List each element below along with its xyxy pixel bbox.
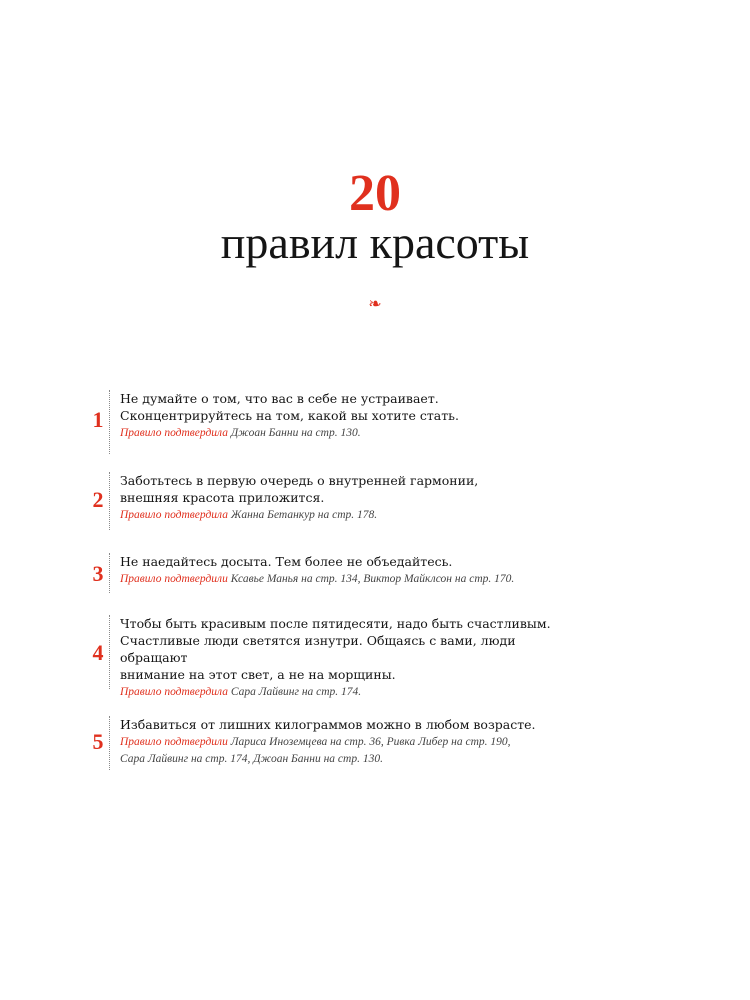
rule-item bbox=[88, 472, 568, 530]
rule-divider bbox=[109, 716, 110, 770]
rule-text: Чтобы быть красивым после пятидесяти, надо быть счастливым. Счастливые люди светятся изнутри. Общаясь с вами, люди обращают внимание на этот свет, а не на морщины. bbox=[120, 616, 551, 682]
rule-source-continued: Сара Лайвинг на стр. 174, Джоан Банни на стр. 130. bbox=[120, 753, 383, 765]
rule-text: Заботьтесь в первую очередь о внутренней гармонии, внешняя красота приложится. bbox=[120, 473, 479, 505]
rule-source-text: Ксавье Манья на стр. 134, Виктор Майклсон на стр. 170. bbox=[227, 573, 515, 585]
rule-source bbox=[120, 507, 580, 523]
rule-text: Не наедайтесь досыта. Тем более не объедайтесь. bbox=[120, 554, 453, 569]
rule-source-text: Сара Лайвинг на стр. 174. bbox=[227, 686, 362, 698]
rule-confirm-label: Правило подтвердила bbox=[120, 686, 228, 698]
rule-confirm-label: Правило подтвердили bbox=[120, 736, 228, 748]
rule-confirm-label: Правило подтвердила bbox=[120, 427, 228, 439]
rule-source-text: Лариса Иноземцева на стр. 36, Ривка Либер на стр. 190, bbox=[227, 736, 511, 748]
rule-number: 1 bbox=[92, 407, 104, 432]
rule-body bbox=[120, 390, 580, 441]
ornament-icon: ❧ bbox=[368, 294, 382, 313]
rule-body bbox=[120, 553, 580, 587]
rule-source bbox=[120, 734, 580, 750]
rule-source bbox=[120, 425, 580, 441]
rule-number: 5 bbox=[92, 729, 104, 754]
rule-item bbox=[88, 553, 568, 593]
rule-source bbox=[120, 684, 580, 700]
rule-body bbox=[120, 615, 580, 700]
rule-source-text: Джоан Банни на стр. 130. bbox=[227, 427, 361, 439]
rule-confirm-label: Правило подтвердила bbox=[120, 509, 228, 521]
rule-number: 2 bbox=[92, 487, 104, 512]
rule-confirm-label: Правило подтвердили bbox=[120, 573, 228, 585]
rule-text: Избавиться от лишних килограммов можно в любом возрасте. bbox=[120, 717, 536, 732]
rule-item bbox=[88, 615, 568, 698]
rule-divider bbox=[109, 553, 110, 593]
rule-number: 4 bbox=[92, 640, 104, 665]
rule-divider bbox=[109, 390, 110, 454]
rule-item bbox=[88, 390, 568, 454]
rule-body bbox=[120, 472, 580, 523]
rule-number: 3 bbox=[92, 561, 104, 586]
page-number-heading: 20 bbox=[349, 165, 401, 222]
rule-item bbox=[88, 716, 568, 770]
rule-source-text: Жанна Бетанкур на стр. 178. bbox=[227, 509, 378, 521]
rule-divider bbox=[109, 615, 110, 689]
rule-body bbox=[120, 716, 580, 767]
rule-source bbox=[120, 571, 580, 587]
rule-divider bbox=[109, 472, 110, 530]
rule-text: Не думайте о том, что вас в себе не устраивает. Сконцентрируйтесь на том, какой вы хотите стать. bbox=[120, 391, 459, 423]
page-title: правил красоты bbox=[220, 217, 530, 268]
